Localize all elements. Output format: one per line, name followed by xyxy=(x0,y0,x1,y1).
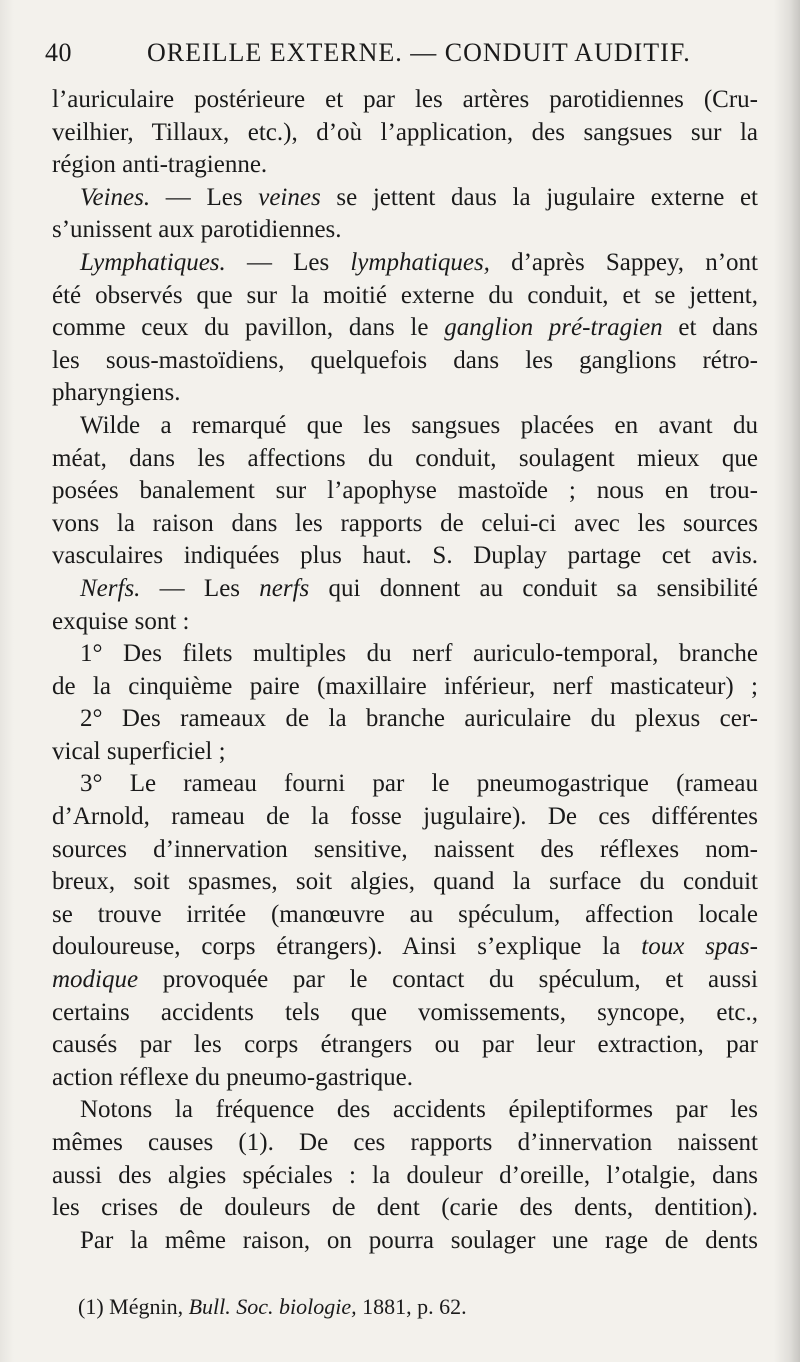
text-line: été observés que sur la moitié externe du conduit, et se jettent, xyxy=(52,281,758,309)
text-line: douloureuse, corps étrangers). Ainsi s’explique la toux spas- xyxy=(52,933,758,961)
page-gutter-shade xyxy=(0,0,14,1362)
text-line: modique provoquée par le contact du spéculum, et aussi xyxy=(52,966,758,994)
text-line: Nerfs. — Les nerfs qui donnent au conduit sa sensibilité xyxy=(80,574,758,602)
text-line: l’auriculaire postérieure et par les artères parotidiennes (Cru- xyxy=(52,86,758,113)
text-line: certains accidents tels que vomissements, syncope, etc., xyxy=(52,998,758,1026)
text-line: Lymphatiques. — Les lymphatiques, d’après Sappey, n’ont xyxy=(80,248,758,276)
text-line: action réflexe du pneumo-gastrique. xyxy=(52,1063,413,1091)
text-line: région anti-tragienne. xyxy=(52,151,268,179)
text-line: sources d’innervation sensitive, naissent des réflexes nom- xyxy=(52,835,758,863)
text-line: exquise sont : xyxy=(52,607,190,635)
text-line: Wilde a remarqué que les sangsues placées en avant du xyxy=(80,411,758,439)
text-line: 3° Le rameau fourni par le pneumogastrique (rameau xyxy=(80,770,758,798)
footnote: (1) Mégnin, Bull. Soc. biologie, 1881, p. 62. xyxy=(78,1294,467,1319)
text-line: s’unissent aux parotidiennes. xyxy=(52,216,342,244)
text-line: aussi des algies spéciales : la douleur d’oreille, l’otalgie, dans xyxy=(52,1161,758,1189)
text-line: Par la même raison, on pourra soulager une rage de dents xyxy=(80,1226,758,1254)
text-line: Veines. — Les veines se jettent daus la jugulaire externe et xyxy=(80,183,758,211)
page-header xyxy=(45,38,755,74)
running-head: OREILLE EXTERNE. — CONDUIT AUDITIF. xyxy=(147,38,691,67)
text-line: méat, dans les affections du conduit, soulagent mieux que xyxy=(52,444,758,472)
text-line: vical superficiel ; xyxy=(52,737,226,765)
text-line: les crises de douleurs de dent (carie des dents, dentition). xyxy=(52,1194,758,1222)
page-number: 40 xyxy=(45,38,72,67)
text-line: Notons la fréquence des accidents épileptiformes par les xyxy=(80,1096,758,1124)
text-line: les sous-mastoïdiens, quelquefois dans les ganglions rétro- xyxy=(52,346,758,374)
text-line: veilhier, Tillaux, etc.), d’où l’application, des sangsues sur la xyxy=(52,118,758,146)
body-text xyxy=(52,84,758,1257)
text-line: d’Arnold, rameau de la fosse jugulaire). De ces différentes xyxy=(52,803,758,831)
text-line: 1° Des filets multiples du nerf auriculo-temporal, branche xyxy=(80,640,758,668)
text-line: comme ceux du pavillon, dans le ganglion pré-tragien et dans xyxy=(52,314,758,342)
text-line: de la cinquième paire (maxillaire inférieur, nerf masticateur) ; xyxy=(52,672,758,700)
text-line: vasculaires indiquées plus haut. S. Duplay partage cet avis. xyxy=(52,542,758,570)
text-line: mêmes causes (1). De ces rapports d’innervation naissent xyxy=(52,1129,758,1156)
text-line: pharyngiens. xyxy=(52,379,181,407)
text-line: 2° Des rameaux de la branche auriculaire du plexus cer- xyxy=(80,705,758,733)
text-line: vons la raison dans les rapports de celui-ci avec les sources xyxy=(52,509,758,537)
text-line: se trouve irritée (manœuvre au spéculum, affection locale xyxy=(52,900,758,928)
page-edge-shadow xyxy=(774,0,800,1362)
text-line: breux, soit spasmes, soit algies, quand la surface du conduit xyxy=(52,868,758,896)
text-line: causés par les corps étrangers ou par leur extraction, par xyxy=(52,1031,758,1059)
text-line: posées banalement sur l’apophyse mastoïde ; nous en trou- xyxy=(52,477,758,505)
